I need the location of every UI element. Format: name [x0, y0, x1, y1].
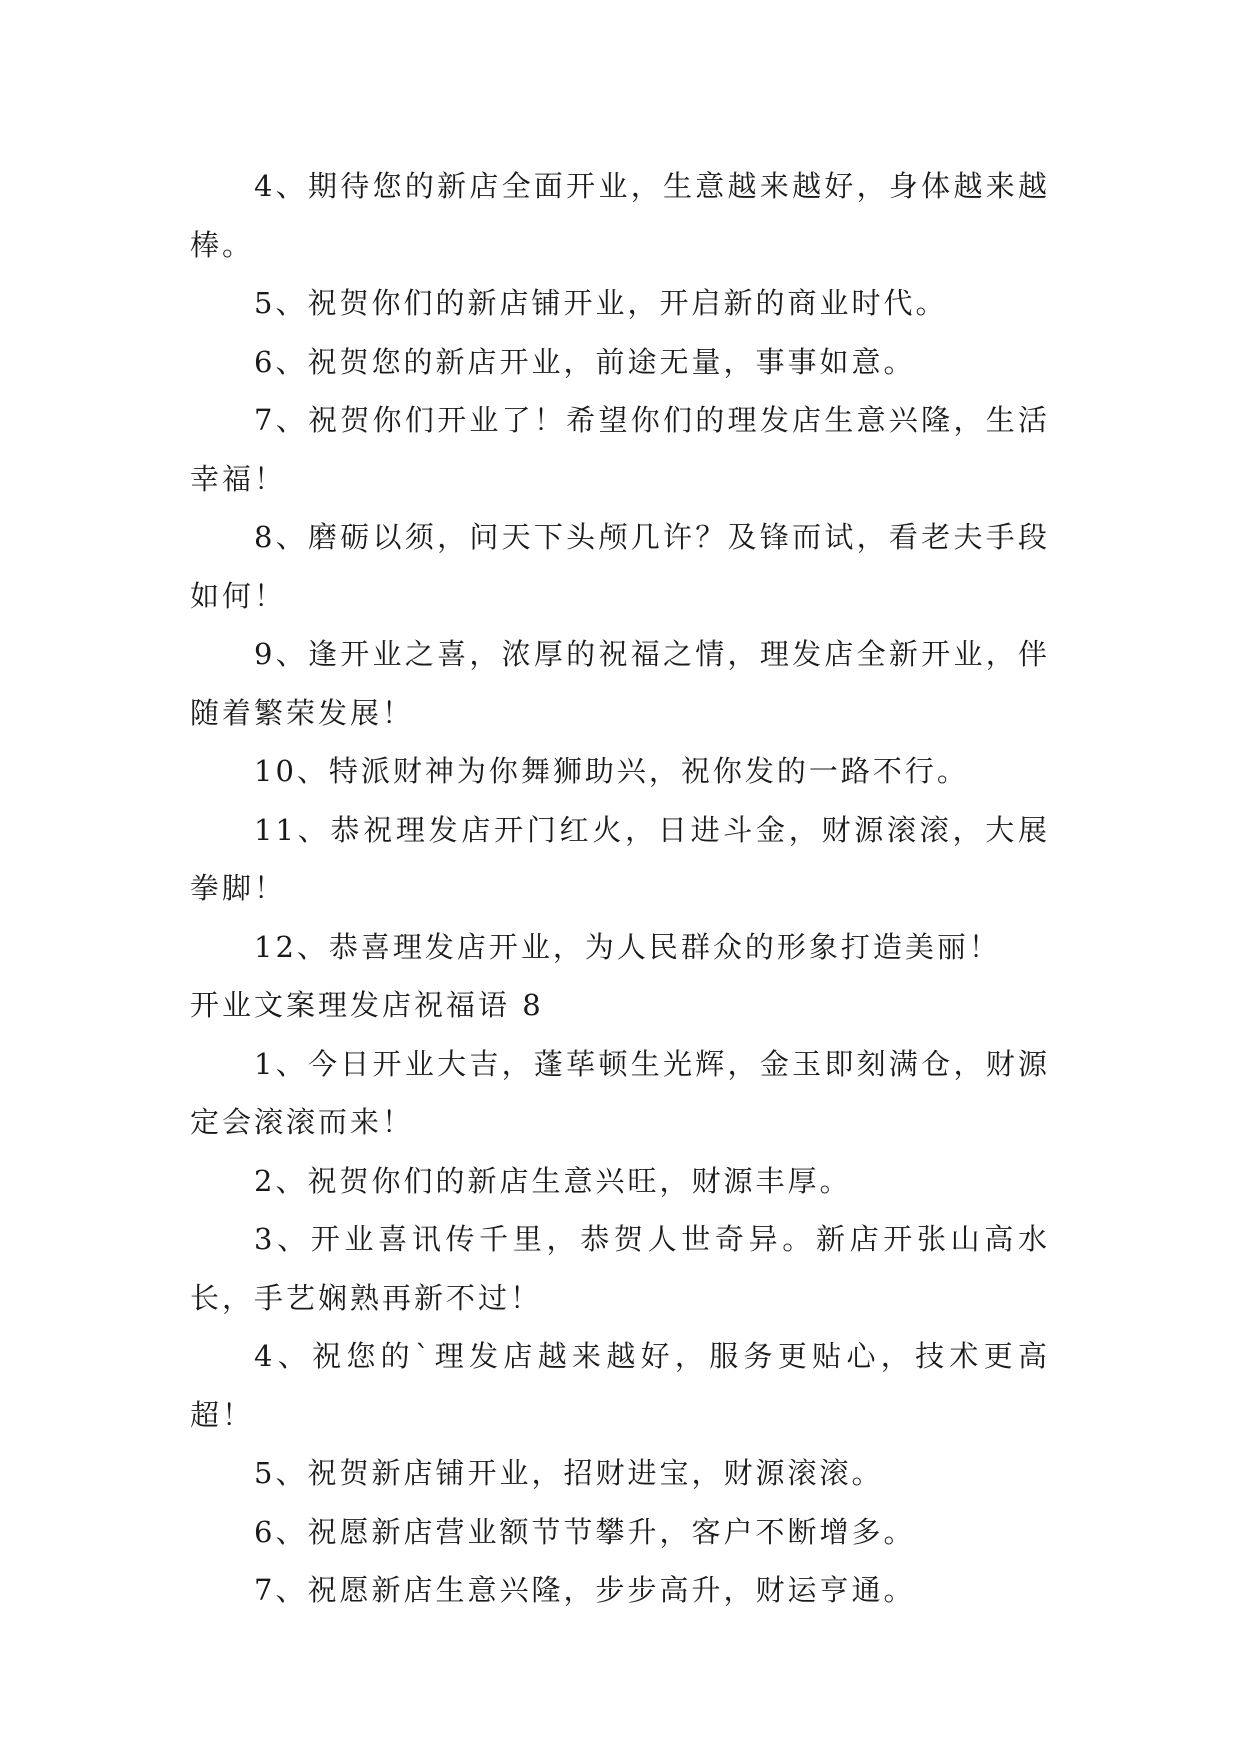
paragraph: 2、祝贺你们的新店生意兴旺，财源丰厚。: [254, 1163, 852, 1198]
paragraph: 6、祝愿新店营业额节节攀升，客户不断增多。: [254, 1514, 916, 1549]
paragraph: 11、恭祝理发店开门红火，日进斗金，财源滚滚，大展拳脚！: [190, 812, 1050, 905]
paragraph: 9、逢开业之喜，浓厚的祝福之情，理发店全新开业，伴随着繁荣发展！: [190, 637, 1050, 730]
document-body: [190, 157, 1050, 1620]
paragraph: 12、恭喜理发店开业，为人民群众的形象打造美丽！: [254, 929, 1001, 964]
paragraph: 7、祝贺你们开业了！希望你们的理发店生意兴隆，生活幸福！: [190, 403, 1050, 496]
section-heading: 开业文案理发店祝福语 8: [190, 988, 544, 1022]
paragraph: 8、磨砺以须，问天下头颅几许？及锋而试，看老夫手段如何！: [190, 520, 1050, 613]
paragraph: 1、今日开业大吉，蓬荜顿生光辉，金玉即刻满仓，财源定会滚滚而来！: [190, 1046, 1050, 1139]
paragraph: 6、祝贺您的新店开业，前途无量，事事如意。: [254, 344, 916, 379]
paragraph: 10、特派财神为你舞狮助兴，祝你发的一路不行。: [254, 754, 969, 788]
paragraph: 4、期待您的新店全面开业，生意越来越好，身体越来越棒。: [190, 169, 1050, 262]
paragraph: 5、祝贺你们的新店铺开业，开启新的商业时代。: [254, 286, 948, 320]
paragraph: 4、祝您的`理发店越来越好，服务更贴心，技术更高超！: [190, 1339, 1050, 1432]
paragraph: 3、开业喜讯传千里，恭贺人世奇异。新店开张山高水长，手艺娴熟再新不过！: [190, 1222, 1050, 1315]
paragraph: 5、祝贺新店铺开业，招财进宝，财源滚滚。: [254, 1456, 884, 1490]
paragraph: 7、祝愿新店生意兴隆，步步高升，财运亨通。: [254, 1573, 916, 1607]
